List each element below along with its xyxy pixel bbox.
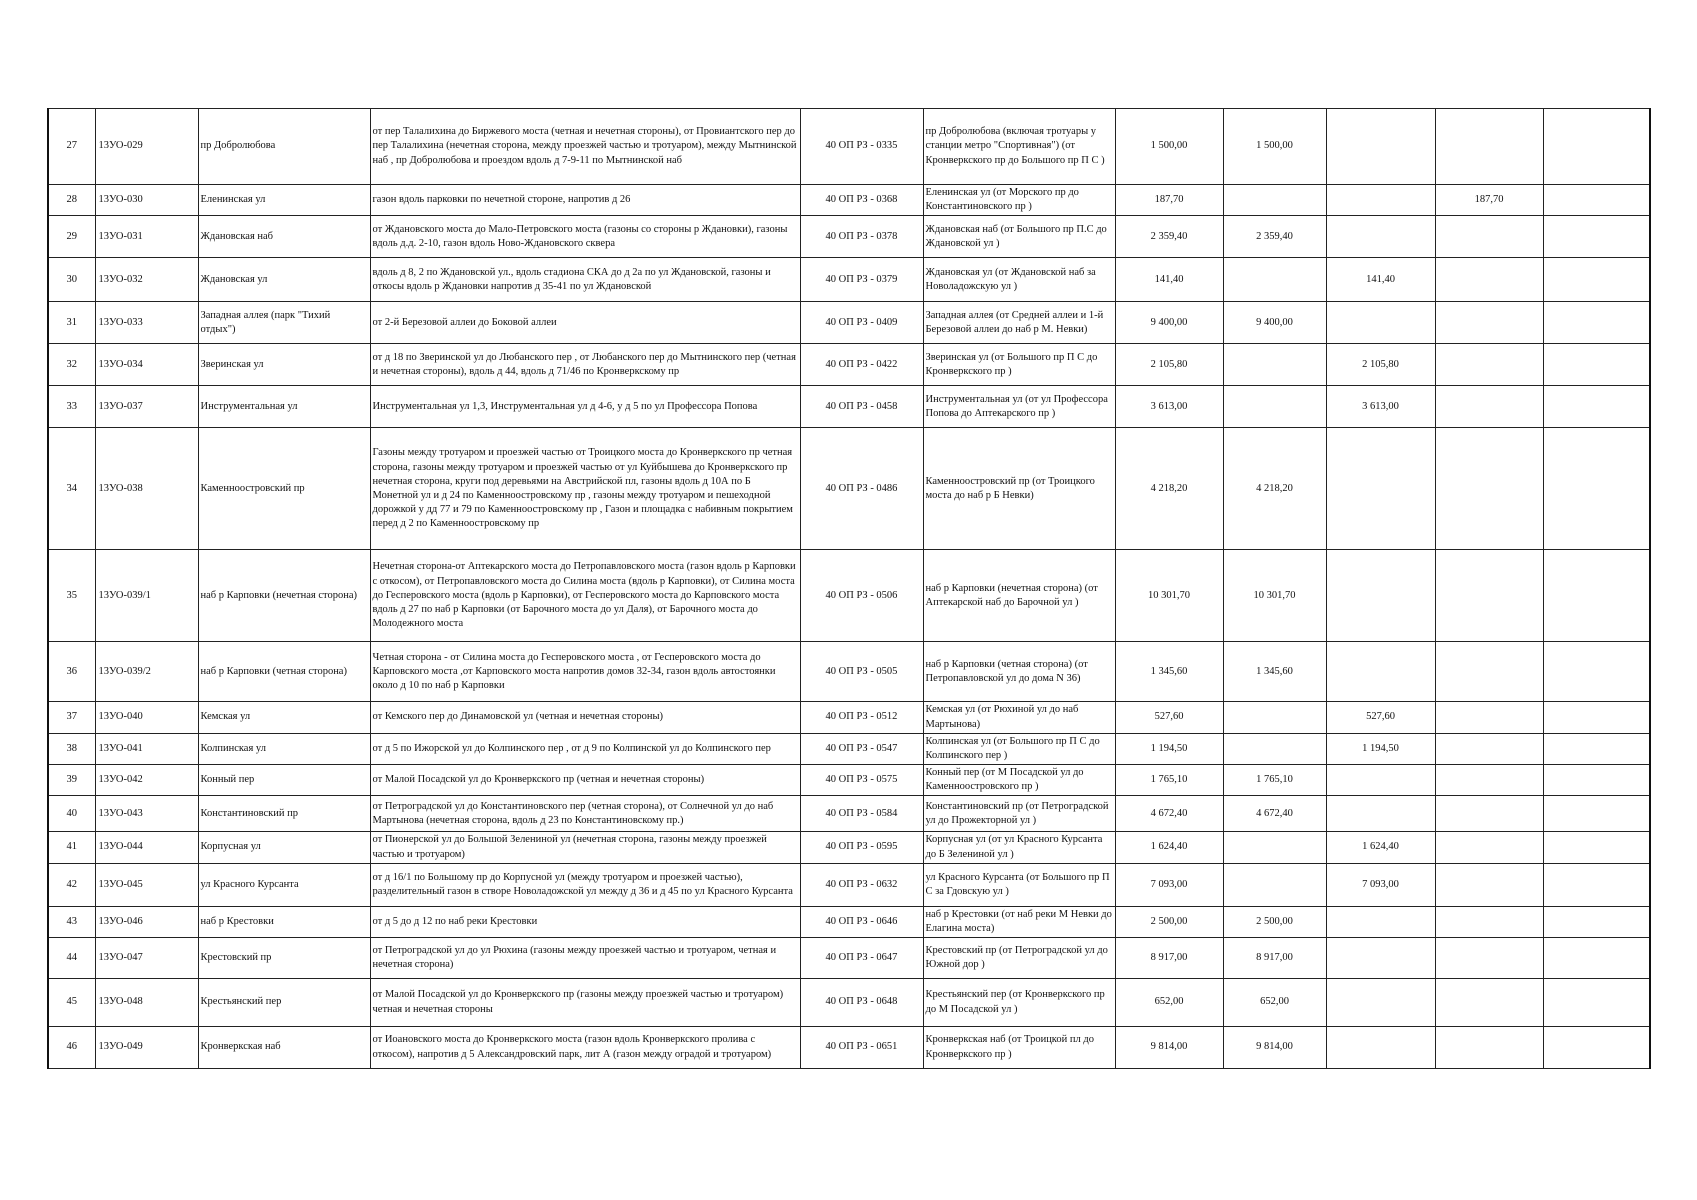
table-row — [48, 796, 1650, 832]
total-area-cell: 10 301,70 — [1115, 550, 1223, 642]
area-column-c-cell — [1435, 796, 1543, 832]
street-name-cell: наб р Карповки (четная сторона) — [198, 642, 370, 702]
registry-number-cell: 40 ОП РЗ - 0486 — [800, 428, 923, 550]
total-area-cell: 187,70 — [1115, 185, 1223, 216]
total-area-cell: 1 345,60 — [1115, 642, 1223, 702]
street-name-cell: Зверинская ул — [198, 344, 370, 386]
registry-number-cell: 40 ОП РЗ - 0584 — [800, 796, 923, 832]
area-column-a-cell: 10 301,70 — [1223, 550, 1326, 642]
area-column-a-cell: 1 500,00 — [1223, 109, 1326, 185]
area-column-c-cell — [1435, 1027, 1543, 1069]
total-area-cell: 2 500,00 — [1115, 906, 1223, 937]
table-row — [48, 550, 1650, 642]
area-column-d-cell — [1543, 386, 1650, 428]
area-column-c-cell — [1435, 979, 1543, 1027]
street-name-cell: Крестовский пр — [198, 938, 370, 979]
location-description-cell: от Малой Посадской ул до Кронверкского пр (газоны между проезжей частью и тротуаром) четная и нечетная стороны — [370, 979, 800, 1027]
area-column-b-cell — [1326, 185, 1435, 216]
row-number-cell: 37 — [48, 702, 95, 733]
row-number-cell: 40 — [48, 796, 95, 832]
row-number-cell: 39 — [48, 765, 95, 796]
road-section-cell: Ждановская наб (от Большого пр П.С до Ждановской ул ) — [923, 216, 1115, 258]
area-column-a-cell — [1223, 863, 1326, 906]
road-section-cell: Зверинская ул (от Большого пр П С до Кронверкского пр ) — [923, 344, 1115, 386]
road-section-cell: Кемская ул (от Рюхиной ул до наб Мартынова) — [923, 702, 1115, 733]
road-section-cell: Конный пер (от М Посадской ул до Каменноостровского пр ) — [923, 765, 1115, 796]
street-name-cell: Западная аллея (парк "Тихий отдых") — [198, 302, 370, 344]
street-name-cell: Ждановская ул — [198, 258, 370, 302]
object-code-cell: 13УО-049 — [95, 1027, 198, 1069]
area-column-a-cell — [1223, 702, 1326, 733]
registry-number-cell: 40 ОП РЗ - 0632 — [800, 863, 923, 906]
object-code-cell: 13УО-041 — [95, 733, 198, 764]
table-row — [48, 642, 1650, 702]
table-row — [48, 386, 1650, 428]
row-number-cell: 42 — [48, 863, 95, 906]
table-row — [48, 702, 1650, 733]
area-column-b-cell — [1326, 109, 1435, 185]
registry-number-cell: 40 ОП РЗ - 0575 — [800, 765, 923, 796]
area-column-c-cell — [1435, 109, 1543, 185]
area-column-c-cell — [1435, 832, 1543, 863]
document-sheet — [47, 108, 1649, 1069]
area-column-d-cell — [1543, 185, 1650, 216]
registry-number-cell: 40 ОП РЗ - 0379 — [800, 258, 923, 302]
registry-number-cell: 40 ОП РЗ - 0335 — [800, 109, 923, 185]
area-column-a-cell: 652,00 — [1223, 979, 1326, 1027]
area-column-c-cell — [1435, 863, 1543, 906]
street-name-cell: Кемская ул — [198, 702, 370, 733]
street-name-cell: Константиновский пр — [198, 796, 370, 832]
registry-number-cell: 40 ОП РЗ - 0409 — [800, 302, 923, 344]
row-number-cell: 33 — [48, 386, 95, 428]
area-column-d-cell — [1543, 733, 1650, 764]
area-column-b-cell — [1326, 796, 1435, 832]
street-name-cell: Корпусная ул — [198, 832, 370, 863]
object-code-cell: 13УО-032 — [95, 258, 198, 302]
object-code-cell: 13УО-042 — [95, 765, 198, 796]
area-column-d-cell — [1543, 550, 1650, 642]
area-column-a-cell: 4 672,40 — [1223, 796, 1326, 832]
registry-number-cell: 40 ОП РЗ - 0651 — [800, 1027, 923, 1069]
road-section-cell: ул Красного Курсанта (от Большого пр П С за Гдовскую ул ) — [923, 863, 1115, 906]
table-row — [48, 733, 1650, 764]
area-column-b-cell: 1 624,40 — [1326, 832, 1435, 863]
road-section-cell: Колпинская ул (от Большого пр П С до Колпинского пер ) — [923, 733, 1115, 764]
area-column-b-cell — [1326, 906, 1435, 937]
area-column-a-cell — [1223, 832, 1326, 863]
road-section-cell: Ждановская ул (от Ждановской наб за Новоладожскую ул ) — [923, 258, 1115, 302]
street-name-cell: Инструментальная ул — [198, 386, 370, 428]
table-row — [48, 906, 1650, 937]
location-description-cell: от Иоановского моста до Кронверкского моста (газон вдоль Кронверкского пролива с откосом), напротив д 5 Александровский парк, лит А (газон между оградой и тротуаром) — [370, 1027, 800, 1069]
area-column-d-cell — [1543, 979, 1650, 1027]
row-number-cell: 45 — [48, 979, 95, 1027]
location-description-cell: вдоль д 8, 2 по Ждановской ул., вдоль стадиона СКА до д 2а по ул Ждановской, газоны и откосы вдоль р Ждановки напротив д 35-41 по ул Ждановской — [370, 258, 800, 302]
row-number-cell: 32 — [48, 344, 95, 386]
registry-number-cell: 40 ОП РЗ - 0506 — [800, 550, 923, 642]
area-column-a-cell: 8 917,00 — [1223, 938, 1326, 979]
area-column-b-cell — [1326, 550, 1435, 642]
registry-number-cell: 40 ОП РЗ - 0547 — [800, 733, 923, 764]
location-description-cell: Нечетная сторона-от Аптекарского моста до Петропавловского моста (газон вдоль р Карповки с откосом), от Петропавловского моста до Силина моста (вдоль р Карповки), от Силина моста до Гесперовского моста (вдоль р Карповки), от Гесперовского моста до Карповского моста вдоль д 27 по наб р Карповки (от Барочного моста до ул Даля), от Барочного моста до Молодежного моста — [370, 550, 800, 642]
area-column-d-cell — [1543, 765, 1650, 796]
table-row — [48, 863, 1650, 906]
object-code-cell: 13УО-043 — [95, 796, 198, 832]
total-area-cell: 3 613,00 — [1115, 386, 1223, 428]
row-number-cell: 31 — [48, 302, 95, 344]
object-code-cell: 13УО-044 — [95, 832, 198, 863]
registry-number-cell: 40 ОП РЗ - 0646 — [800, 906, 923, 937]
location-description-cell: от пер Талалихина до Биржевого моста (четная и нечетная стороны), от Провиантского пер до пер Талалихина (нечетная сторона, между проезжей частью и тротуаром), между Мытнинской наб , пр Добролюбова и проездом вдоль д 7-9-11 по Мытнинской наб — [370, 109, 800, 185]
object-code-cell: 13УО-045 — [95, 863, 198, 906]
area-column-d-cell — [1543, 832, 1650, 863]
location-description-cell: Инструментальная ул 1,3, Инструментальная ул д 4-6, у д 5 по ул Профессора Попова — [370, 386, 800, 428]
location-description-cell: от Ждановского моста до Мало-Петровского моста (газоны со стороны р Ждановки), газоны вдоль д.д. 2-10, газон вдоль Ново-Ждановского сквера — [370, 216, 800, 258]
row-number-cell: 36 — [48, 642, 95, 702]
registry-number-cell: 40 ОП РЗ - 0648 — [800, 979, 923, 1027]
road-section-cell: пр Добролюбова (включая тротуары у станции метро "Спортивная") (от Кронверкского пр до Большого пр П С ) — [923, 109, 1115, 185]
total-area-cell: 1 500,00 — [1115, 109, 1223, 185]
location-description-cell: от Пионерской ул до Большой Зелениной ул (нечетная сторона, газоны между проезжей частью и тротуаром) — [370, 832, 800, 863]
area-column-b-cell — [1326, 216, 1435, 258]
road-section-cell: Инструментальная ул (от ул Профессора Попова до Аптекарского пр ) — [923, 386, 1115, 428]
total-area-cell: 4 672,40 — [1115, 796, 1223, 832]
area-column-b-cell — [1326, 765, 1435, 796]
row-number-cell: 34 — [48, 428, 95, 550]
object-code-cell: 13УО-031 — [95, 216, 198, 258]
location-description-cell: Газоны между тротуаром и проезжей частью от Троицкого моста до Кронверкского пр четная сторона, газоны между тротуаром и проезжей частью от ул Куйбышева до Кронверкского пр нечетная сторона, круги под деревьями на Австрийской пл, газоны вдоль д 10А по Б Монетной ул и д 24 по Каменноостровскому пр , газоны между тротуаром и пешеходной дорожкой у дд 77 и 79 по Каменноостровскому пр , Газон и площадка с набивным покрытием перед д 2 по Каменноостровскому пр — [370, 428, 800, 550]
area-column-a-cell: 9 814,00 — [1223, 1027, 1326, 1069]
area-column-b-cell — [1326, 938, 1435, 979]
object-code-cell: 13УО-038 — [95, 428, 198, 550]
area-column-a-cell — [1223, 344, 1326, 386]
area-column-a-cell — [1223, 386, 1326, 428]
street-name-cell: Колпинская ул — [198, 733, 370, 764]
area-column-c-cell — [1435, 386, 1543, 428]
area-column-b-cell: 141,40 — [1326, 258, 1435, 302]
area-column-d-cell — [1543, 863, 1650, 906]
location-description-cell: Четная сторона - от Силина моста до Гесперовского моста , от Гесперовского моста до Карповского моста ,от Карповского моста напротив домов 32-34, газон вдоль автостоянки около д 10 по наб р Карповки — [370, 642, 800, 702]
area-column-b-cell: 527,60 — [1326, 702, 1435, 733]
total-area-cell: 2 359,40 — [1115, 216, 1223, 258]
registry-number-cell: 40 ОП РЗ - 0647 — [800, 938, 923, 979]
area-column-c-cell — [1435, 642, 1543, 702]
location-description-cell: от д 16/1 по Большому пр до Корпусной ул (между тротуаром и проезжей частью), разделительный газон в створе Новоладожской ул между д 36 и д 45 по ул Красного Курсанта — [370, 863, 800, 906]
street-name-cell: пр Добролюбова — [198, 109, 370, 185]
table-row — [48, 428, 1650, 550]
registry-number-cell: 40 ОП РЗ - 0378 — [800, 216, 923, 258]
area-column-a-cell: 9 400,00 — [1223, 302, 1326, 344]
location-description-cell: от Петроградской ул до Константиновского пер (четная сторона), от Солнечной ул до наб Мартынова (нечетная сторона, вдоль д 23 по Константиновскому пр.) — [370, 796, 800, 832]
area-column-b-cell: 3 613,00 — [1326, 386, 1435, 428]
area-column-a-cell — [1223, 185, 1326, 216]
total-area-cell: 9 400,00 — [1115, 302, 1223, 344]
area-column-c-cell — [1435, 938, 1543, 979]
road-section-cell: Кронверкская наб (от Троицкой пл до Кронверкского пр ) — [923, 1027, 1115, 1069]
road-section-cell: Еленинская ул (от Морского пр до Константиновского пр ) — [923, 185, 1115, 216]
area-column-d-cell — [1543, 1027, 1650, 1069]
street-name-cell: наб р Крестовки — [198, 906, 370, 937]
area-column-b-cell — [1326, 302, 1435, 344]
table-row — [48, 344, 1650, 386]
area-column-a-cell: 2 500,00 — [1223, 906, 1326, 937]
area-column-a-cell: 2 359,40 — [1223, 216, 1326, 258]
location-description-cell: от 2-й Березовой аллеи до Боковой аллеи — [370, 302, 800, 344]
street-name-cell: Каменноостровский пр — [198, 428, 370, 550]
area-column-a-cell: 4 218,20 — [1223, 428, 1326, 550]
object-code-cell: 13УО-047 — [95, 938, 198, 979]
table-body — [48, 109, 1650, 1069]
object-code-cell: 13УО-034 — [95, 344, 198, 386]
row-number-cell: 43 — [48, 906, 95, 937]
street-name-cell: наб р Карповки (нечетная сторона) — [198, 550, 370, 642]
location-description-cell: от д 5 до д 12 по наб реки Крестовки — [370, 906, 800, 937]
area-column-b-cell — [1326, 979, 1435, 1027]
area-column-d-cell — [1543, 642, 1650, 702]
street-name-cell: ул Красного Курсанта — [198, 863, 370, 906]
area-column-d-cell — [1543, 796, 1650, 832]
area-column-b-cell — [1326, 642, 1435, 702]
object-code-cell: 13УО-039/2 — [95, 642, 198, 702]
row-number-cell: 41 — [48, 832, 95, 863]
registry-number-cell: 40 ОП РЗ - 0458 — [800, 386, 923, 428]
object-code-cell: 13УО-039/1 — [95, 550, 198, 642]
road-section-cell: Корпусная ул (от ул Красного Курсанта до Б Зелениной ул ) — [923, 832, 1115, 863]
street-name-cell: Крестьянский пер — [198, 979, 370, 1027]
area-column-b-cell — [1326, 428, 1435, 550]
row-number-cell: 29 — [48, 216, 95, 258]
area-column-c-cell: 187,70 — [1435, 185, 1543, 216]
road-section-cell: Западная аллея (от Средней аллеи и 1-й Березовой аллеи до наб р М. Невки) — [923, 302, 1115, 344]
object-code-cell: 13УО-048 — [95, 979, 198, 1027]
street-name-cell: Ждановская наб — [198, 216, 370, 258]
total-area-cell: 9 814,00 — [1115, 1027, 1223, 1069]
area-column-a-cell: 1 765,10 — [1223, 765, 1326, 796]
area-column-a-cell — [1223, 258, 1326, 302]
table-row — [48, 302, 1650, 344]
total-area-cell: 141,40 — [1115, 258, 1223, 302]
object-code-cell: 13УО-033 — [95, 302, 198, 344]
table-row — [48, 1027, 1650, 1069]
area-column-b-cell: 7 093,00 — [1326, 863, 1435, 906]
area-column-d-cell — [1543, 109, 1650, 185]
table-row — [48, 765, 1650, 796]
row-number-cell: 46 — [48, 1027, 95, 1069]
total-area-cell: 4 218,20 — [1115, 428, 1223, 550]
object-code-cell: 13УО-046 — [95, 906, 198, 937]
area-column-c-cell — [1435, 344, 1543, 386]
road-section-cell: наб р Карповки (четная сторона) (от Петропавловской ул до дома N 36) — [923, 642, 1115, 702]
area-column-c-cell — [1435, 302, 1543, 344]
green-zones-table — [47, 108, 1651, 1069]
row-number-cell: 38 — [48, 733, 95, 764]
registry-number-cell: 40 ОП РЗ - 0422 — [800, 344, 923, 386]
road-section-cell: Каменноостровский пр (от Троицкого моста до наб р Б Невки) — [923, 428, 1115, 550]
road-section-cell: наб р Карповки (нечетная сторона) (от Аптекарской наб до Барочной ул ) — [923, 550, 1115, 642]
area-column-c-cell — [1435, 216, 1543, 258]
area-column-d-cell — [1543, 344, 1650, 386]
area-column-c-cell — [1435, 906, 1543, 937]
road-section-cell: наб р Крестовки (от наб реки М Невки до Елагина моста) — [923, 906, 1115, 937]
location-description-cell: от Малой Посадской ул до Кронверкского пр (четная и нечетная стороны) — [370, 765, 800, 796]
total-area-cell: 1 765,10 — [1115, 765, 1223, 796]
total-area-cell: 1 194,50 — [1115, 733, 1223, 764]
total-area-cell: 7 093,00 — [1115, 863, 1223, 906]
object-code-cell: 13УО-040 — [95, 702, 198, 733]
table-row — [48, 832, 1650, 863]
area-column-a-cell — [1223, 733, 1326, 764]
area-column-d-cell — [1543, 428, 1650, 550]
area-column-c-cell — [1435, 765, 1543, 796]
object-code-cell: 13УО-029 — [95, 109, 198, 185]
registry-number-cell: 40 ОП РЗ - 0505 — [800, 642, 923, 702]
row-number-cell: 28 — [48, 185, 95, 216]
road-section-cell: Крестьянский пер (от Кронверкского пр до М Посадской ул ) — [923, 979, 1115, 1027]
registry-number-cell: 40 ОП РЗ - 0512 — [800, 702, 923, 733]
location-description-cell: от д 5 по Ижорской ул до Колпинского пер , от д 9 по Колпинской ул до Колпинского пер — [370, 733, 800, 764]
location-description-cell: от Петроградской ул до ул Рюхина (газоны между проезжей частью и тротуаром, четная и нечетная сторона) — [370, 938, 800, 979]
area-column-b-cell: 2 105,80 — [1326, 344, 1435, 386]
table-row — [48, 109, 1650, 185]
road-section-cell: Крестовский пр (от Петроградской ул до Южной дор ) — [923, 938, 1115, 979]
registry-number-cell: 40 ОП РЗ - 0595 — [800, 832, 923, 863]
total-area-cell: 8 917,00 — [1115, 938, 1223, 979]
object-code-cell: 13УО-037 — [95, 386, 198, 428]
table-row — [48, 979, 1650, 1027]
street-name-cell: Еленинская ул — [198, 185, 370, 216]
registry-number-cell: 40 ОП РЗ - 0368 — [800, 185, 923, 216]
row-number-cell: 27 — [48, 109, 95, 185]
location-description-cell: от Кемского пер до Динамовской ул (четная и нечетная стороны) — [370, 702, 800, 733]
area-column-a-cell: 1 345,60 — [1223, 642, 1326, 702]
table-row — [48, 258, 1650, 302]
street-name-cell: Кронверкская наб — [198, 1027, 370, 1069]
total-area-cell: 652,00 — [1115, 979, 1223, 1027]
row-number-cell: 35 — [48, 550, 95, 642]
area-column-c-cell — [1435, 550, 1543, 642]
table-row — [48, 938, 1650, 979]
table-row — [48, 216, 1650, 258]
area-column-d-cell — [1543, 906, 1650, 937]
object-code-cell: 13УО-030 — [95, 185, 198, 216]
area-column-d-cell — [1543, 302, 1650, 344]
area-column-d-cell — [1543, 938, 1650, 979]
area-column-c-cell — [1435, 258, 1543, 302]
area-column-d-cell — [1543, 216, 1650, 258]
street-name-cell: Конный пер — [198, 765, 370, 796]
row-number-cell: 44 — [48, 938, 95, 979]
total-area-cell: 527,60 — [1115, 702, 1223, 733]
total-area-cell: 1 624,40 — [1115, 832, 1223, 863]
area-column-c-cell — [1435, 733, 1543, 764]
row-number-cell: 30 — [48, 258, 95, 302]
location-description-cell: от д 18 по Зверинской ул до Любанского пер , от Любанского пер до Мытнинского пер (четная и нечетная стороны), вдоль д 44, вдоль д 71/46 по Кронверкскому пр — [370, 344, 800, 386]
area-column-c-cell — [1435, 428, 1543, 550]
table-row — [48, 185, 1650, 216]
road-section-cell: Константиновский пр (от Петроградской ул до Прожекторной ул ) — [923, 796, 1115, 832]
area-column-d-cell — [1543, 702, 1650, 733]
area-column-b-cell: 1 194,50 — [1326, 733, 1435, 764]
area-column-b-cell — [1326, 1027, 1435, 1069]
area-column-c-cell — [1435, 702, 1543, 733]
location-description-cell: газон вдоль парковки по нечетной стороне, напротив д 26 — [370, 185, 800, 216]
total-area-cell: 2 105,80 — [1115, 344, 1223, 386]
area-column-d-cell — [1543, 258, 1650, 302]
